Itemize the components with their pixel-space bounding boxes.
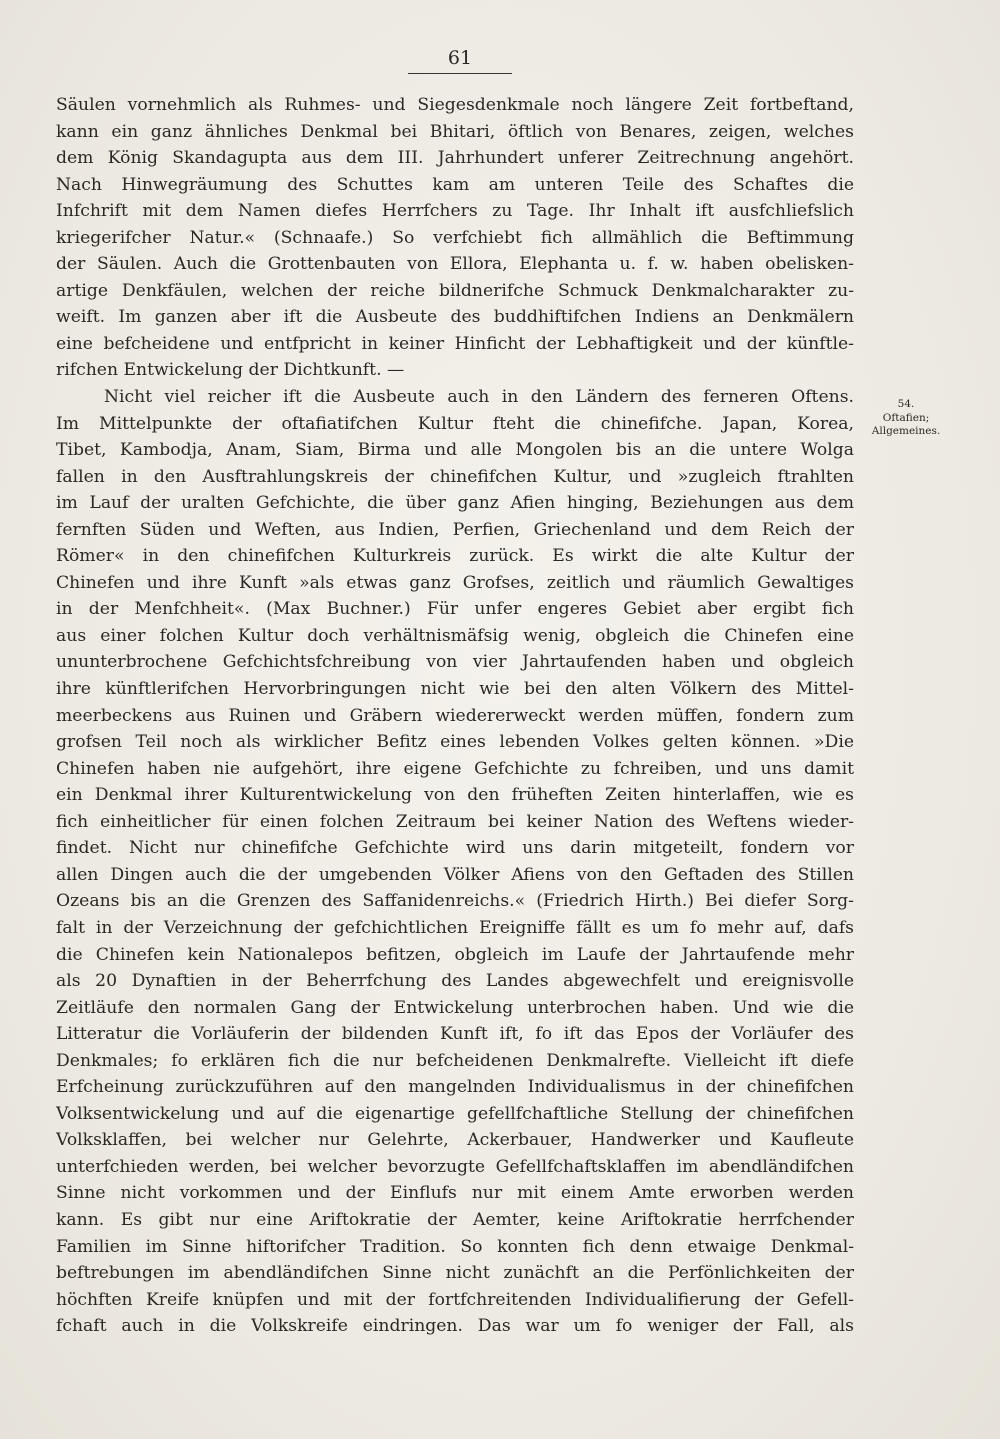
text-line: Sinne nicht vorkommen und der Einflufs nur mit einem Amte erworben werden [56, 1183, 854, 1204]
text-line: weift. Im ganzen aber ift die Ausbeute des buddhiftifchen Indiens an Denkmälern [56, 307, 854, 328]
text-line: kann. Es gibt nur eine Ariftokratie der Aemter, keine Ariftokratie herrfchender [56, 1209, 854, 1230]
text-line: der Säulen. Auch die Grottenbauten von Ellora, Elephanta u. f. w. haben obelisken- [56, 254, 854, 275]
text-line: dem König Skandagupta aus dem III. Jahrhundert unferer Zeitrechnung angehört. [56, 148, 854, 169]
text-line: allen Dingen auch die der umgebenden Völker Afiens von den Geftaden des Stillen [56, 864, 854, 885]
margin-note-line: Oftafien; [882, 411, 930, 424]
text-line: Familien im Sinne hiftorifcher Tradition. So konnten fich denn etwaige Denkmal- [56, 1236, 854, 1257]
text-line: kriegerifcher Natur.« (Schnaafe.) So verfchiebt fich allmählich die Beftimmung [56, 227, 854, 248]
text-line: Volksklaffen, bei welcher nur Gelehrte, Ackerbauer, Handwerker und Kaufleute [56, 1130, 854, 1151]
text-line: Ozeans bis an die Grenzen des Saffanidenreichs.« (Friedrich Hirth.) Bei diefer Sorg- [56, 891, 854, 912]
text-line: kann ein ganz ähnliches Denkmal bei Bhitari, öftlich von Benares, zeigen, welches [56, 121, 854, 142]
text-line: fallen in den Ausftrahlungskreis der chinefifchen Kultur, und »zugleich ftrahlten [56, 466, 854, 487]
text-line: Zeitläufe den normalen Gang der Entwickelung unterbrochen haben. Und wie die [56, 997, 854, 1018]
text-line: Litteratur die Vorläuferin der bildenden Kunft ift, fo ift das Epos der Vorläufer des [56, 1024, 854, 1045]
text-line: als 20 Dynaftien in der Beherrfchung des Landes abgewechfelt und ereignisvolle [56, 971, 854, 992]
paragraph-start-line: Nicht viel reicher ift die Ausbeute auch in den Ländern des ferneren Oftens. [104, 387, 854, 408]
text-line: in der Menfchheit«. (Max Buchner.) Für unfer engeres Gebiet aber ergibt fich [56, 599, 854, 620]
text-line: fchaft auch in die Volkskreife eindringen. Das war um fo weniger der Fall, als [56, 1316, 854, 1337]
text-line: unterfchieden werden, bei welcher bevorzugte Gefellfchaftsklaffen im abendländifchen [56, 1156, 854, 1177]
text-line: höchften Kreife knüpfen und mit der fortfchreitenden Individualifierung der Gefell- [56, 1289, 854, 1310]
text-line: artige Denkfäulen, welchen der reiche bildnerifche Schmuck Denkmalcharakter zu- [56, 280, 854, 301]
body-text [56, 92, 854, 1340]
margin-note-number: 54. [897, 398, 915, 410]
text-line: Nach Hinwegräumung des Schuttes kam am unteren Teile des Schaftes die [56, 174, 854, 195]
text-line: grofsen Teil noch als wirklicher Befitz eines lebenden Volkes gelten können. »Die [56, 732, 854, 753]
text-line: fich einheitlicher für einen folchen Zeitraum bei keiner Nation des Weftens wieder- [56, 811, 854, 832]
text-line: Erfcheinung zurückzuführen auf den mangelnden Individualismus in der chinefifchen [56, 1077, 854, 1098]
text-line: ein Denkmal ihrer Kulturentwickelung von den früheften Zeiten hinterlaffen, wie es [56, 785, 854, 806]
text-line: ununterbrochene Gefchichtsfchreibung von vier Jahrtaufenden haben und obgleich [56, 652, 854, 673]
text-line: Chinefen haben nie aufgehört, ihre eigene Gefchichte zu fchreiben, und uns damit [56, 758, 854, 779]
page-number: 61 [447, 47, 473, 69]
margin-note-line: Allgemeines. [871, 425, 941, 437]
text-line: die Chinefen kein Nationalepos befitzen, obgleich im Laufe der Jahrtaufende mehr [56, 944, 854, 965]
text-line: rifchen Entwickelung der Dichtkunft. — [56, 360, 405, 381]
text-line: findet. Nicht nur chinefifche Gefchichte wird uns darin mitgeteilt, fondern vor [56, 838, 854, 859]
text-line: meerbeckens aus Ruinen und Gräbern wiedererweckt werden müffen, fondern zum [56, 705, 854, 726]
text-line: im Lauf der uralten Gefchichte, die über ganz Afien hinging, Beziehungen aus dem [56, 493, 854, 514]
text-line: falt in der Verzeichnung der gefchichtlichen Ereigniffe fällt es um fo mehr auf, dafs [56, 917, 854, 938]
text-line: beftrebungen im abendländifchen Sinne nicht zunächft an die Perfönlichkeiten der [56, 1263, 854, 1284]
page-number-rule [408, 73, 512, 74]
text-line: eine befcheidene und entfpricht in keiner Hinficht der Lebhaftigkeit und der künftle- [56, 333, 854, 354]
text-line: Infchrift mit dem Namen diefes Herrfchers zu Tage. Ihr Inhalt ift ausfchliefslich [56, 201, 854, 222]
text-line: Tibet, Kambodja, Anam, Siam, Birma und alle Mongolen bis an die untere Wolga [56, 440, 854, 461]
text-line: Säulen vornehmlich als Ruhmes- und Siegesdenkmale noch längere Zeit fortbeftand, [56, 95, 854, 115]
text-line: ihre künftlerifchen Hervorbringungen nicht wie bei den alten Völkern des Mittel- [56, 679, 854, 700]
text-line: Volksentwickelung und auf die eigenartige gefellfchaftliche Stellung der chinefifchen [56, 1103, 854, 1124]
margin-note [866, 398, 946, 439]
text-line: aus einer folchen Kultur doch verhältnismäfsig wenig, obgleich die Chinefen eine [56, 625, 854, 646]
text-line: fernften Süden und Weften, aus Indien, Perfien, Griechenland und dem Reich der [56, 519, 854, 540]
text-line: Römer« in den chinefifchen Kulturkreis zurück. Es wirkt die alte Kultur der [56, 546, 854, 567]
text-line: Im Mittelpunkte der oftafiatifchen Kultur fteht die chinefifche. Japan, Korea, [56, 413, 854, 434]
text-line: Chinefen und ihre Kunft »als etwas ganz Grofses, zeitlich und räumlich Gewaltiges [56, 572, 854, 593]
text-line: Denkmales; fo erklären fich die nur befcheidenen Denkmalrefte. Vielleicht ift diefe [56, 1050, 854, 1071]
